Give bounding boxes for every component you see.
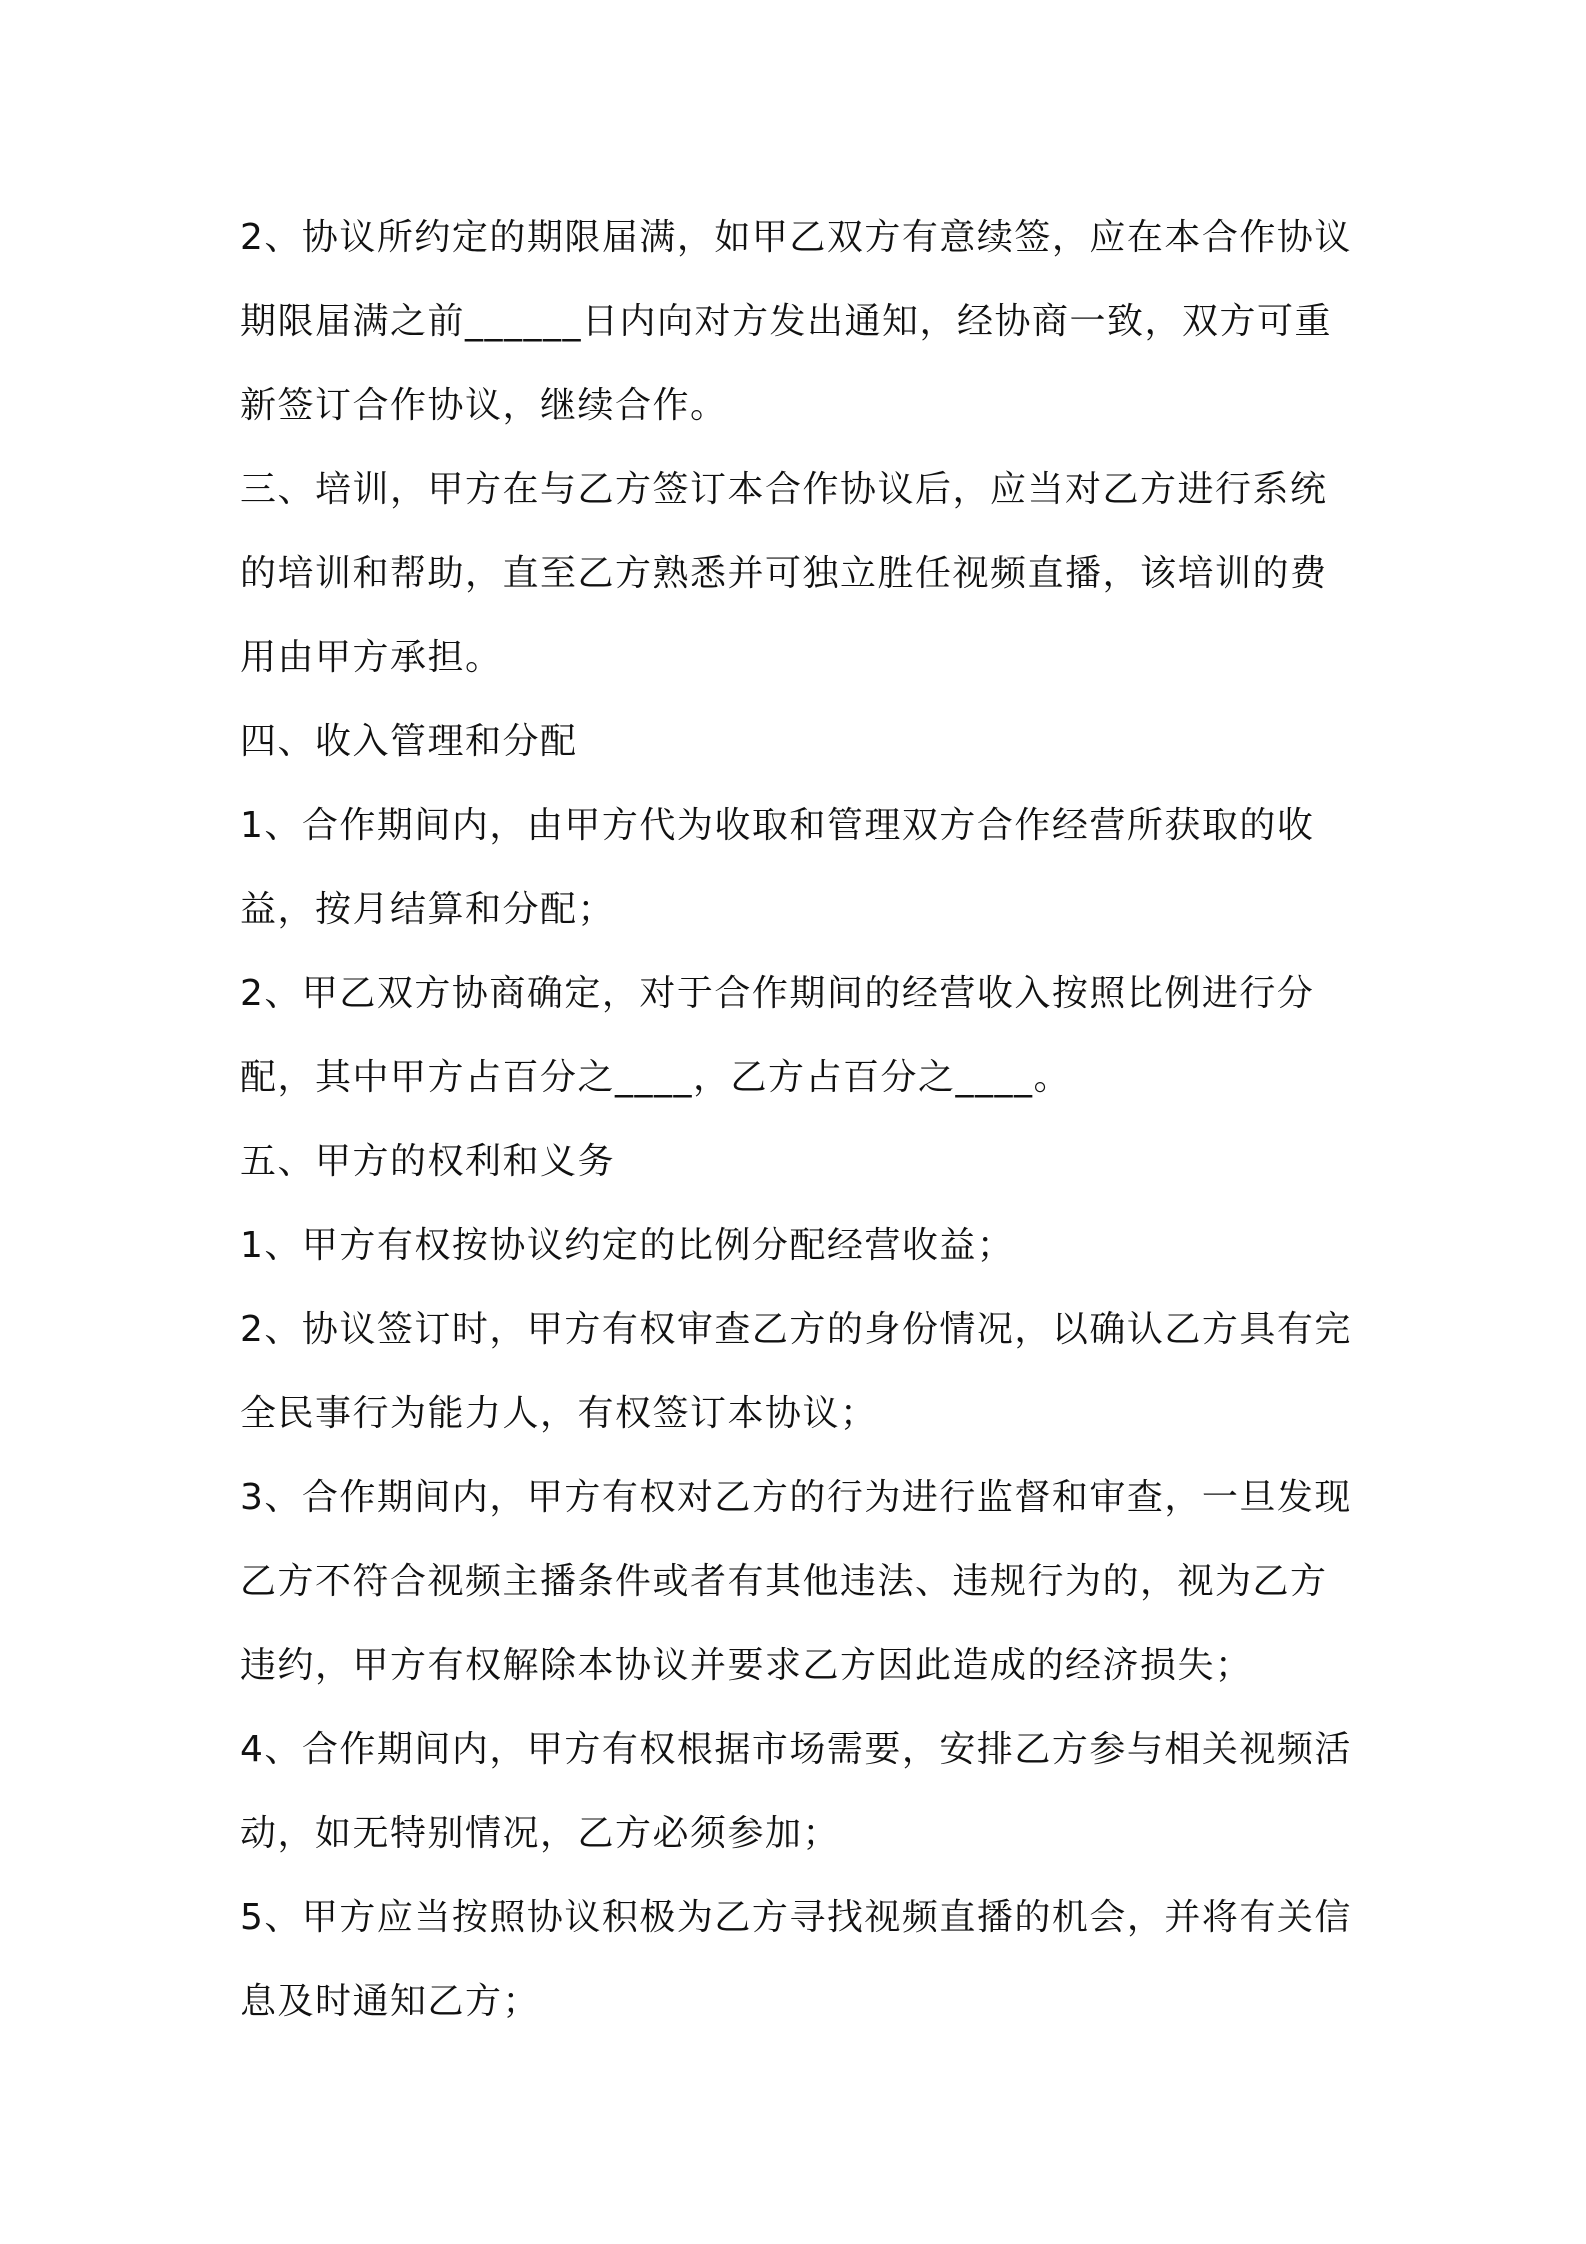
text-line-4: 三、培训，甲方在与乙方签订本合作协议后，应当对乙方进行系统	[240, 469, 1328, 510]
text-line-14: 2、协议签订时，甲方有权审查乙方的身份情况，以确认乙方具有完	[240, 1309, 1352, 1350]
text-line-20: 动，如无特别情况，乙方必须参加；	[240, 1813, 841, 1854]
text-line-19: 4、合作期间内，甲方有权根据市场需要，安排乙方参与相关视频活	[240, 1729, 1352, 1770]
text-line-3: 新签订合作协议，继续合作。	[240, 385, 728, 426]
text-line-8: 1、合作期间内，由甲方代为收取和管理双方合作经营所获取的收	[240, 805, 1315, 846]
text-line-6: 用由甲方承担。	[240, 637, 503, 678]
text-line-21: 5、甲方应当按照协议积极为乙方寻找视频直播的机会，并将有关信	[240, 1897, 1352, 1938]
text-line-2: 期限届满之前______日内向对方发出通知，经协商一致，双方可重	[240, 301, 1333, 342]
text-line-17: 乙方不符合视频主播条件或者有其他违法、违规行为的，视为乙方	[240, 1561, 1328, 1602]
text-line-18: 违约，甲方有权解除本协议并要求乙方因此造成的经济损失；	[240, 1645, 1253, 1686]
section-heading-income: 四、收入管理和分配	[240, 721, 578, 762]
document-body	[240, 196, 1360, 2044]
text-line-13: 1、甲方有权按协议约定的比例分配经营收益；	[240, 1225, 1015, 1266]
text-line-11: 配，其中甲方占百分之____，乙方占百分之____。	[240, 1057, 1072, 1098]
text-line-1: 2、协议所约定的期限届满，如甲乙双方有意续签，应在本合作协议	[240, 217, 1352, 258]
section-heading-rights: 五、甲方的权利和义务	[240, 1141, 616, 1182]
text-line-9: 益，按月结算和分配；	[240, 889, 616, 930]
text-line-15: 全民事行为能力人，有权签订本协议；	[240, 1393, 878, 1434]
text-line-22: 息及时通知乙方；	[240, 1981, 541, 2022]
text-line-5: 的培训和帮助，直至乙方熟悉并可独立胜任视频直播，该培训的费	[240, 553, 1328, 594]
text-line-16: 3、合作期间内，甲方有权对乙方的行为进行监督和审查，一旦发现	[240, 1477, 1352, 1518]
text-line-10: 2、甲乙双方协商确定，对于合作期间的经营收入按照比例进行分	[240, 973, 1315, 1014]
